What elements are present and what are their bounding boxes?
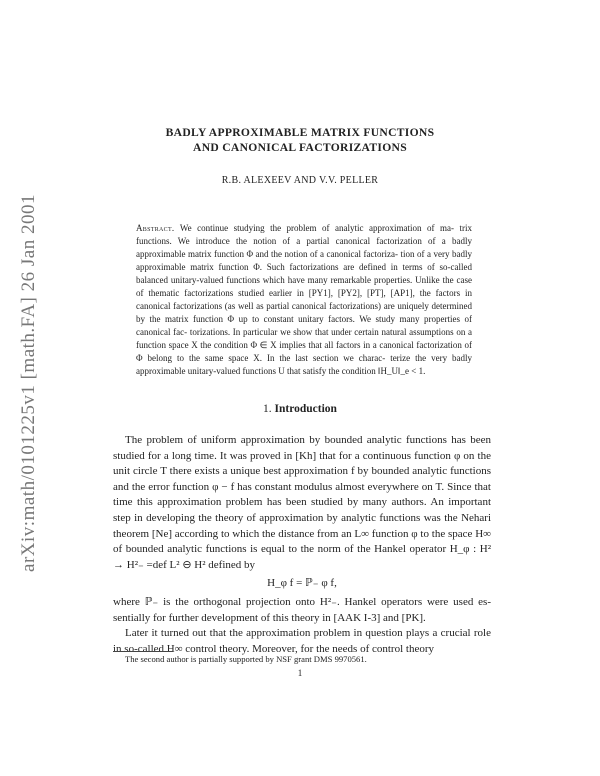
body-line: was the Nehari theorem [Ne] according to which the distance from an L∞ function (113, 511, 491, 540)
abstract-line: condition ‖H_U‖_e < 1. (341, 366, 426, 376)
section-number: 1. (263, 403, 272, 415)
abstract-line: defined in terms of so-called balanced unitary-valued functions which have many (136, 262, 473, 285)
body-line: An important step in developing the theory of approximation by analytic functions (113, 496, 491, 524)
abstract-line: partial canonical factorizations) are uniquely determined by the matrix function (136, 301, 473, 324)
abstract-line: terize the very badly approximable unitary-valued functions U that satisfy the (136, 353, 473, 376)
body-line: operator H_φ : H² → H²₋ =def L² ⊖ H² defined by (113, 543, 491, 571)
footnote-divider (113, 651, 173, 652)
paragraph (113, 433, 491, 573)
abstract-label: Abstract. (136, 223, 175, 233)
body-text (113, 433, 491, 657)
abstract-line: in [PY1], [PY2], [PT], [AP1], the factors in canonical factorizations (as well as (136, 288, 473, 311)
body-line: Later it turned out that the approximation problem in question plays a crucial (125, 627, 471, 640)
paper-title-line-1: BADLY APPROXIMABLE MATRIX FUNCTIONS (165, 126, 435, 139)
abstract-line: Φ up to constant unitary factors. We study many properties of canonical fac- (136, 314, 473, 337)
section-heading (0, 403, 600, 415)
abstract-line: factorization of Φ belong to the same space X. In the last section we charac- (136, 340, 472, 363)
body-line: The problem of uniform approximation by bounded analytic functions has been (125, 434, 491, 446)
arxiv-identifier-text: arXiv:math/0101225v1 [math.FA] 26 Jan 2001 (18, 194, 39, 572)
paragraph (113, 595, 491, 626)
body-line: T. Since that time this approximation problem has been studied by many authors. (113, 480, 491, 509)
paper-title-line-2: AND CANONICAL FACTORIZATIONS (193, 141, 407, 154)
footnote: The second author is partially supported by NSF grant DMS 9970561. (125, 654, 367, 664)
arxiv-identifier (14, 158, 44, 608)
abstract-line: torizations. In particular we show that under certain natural assumptions on (189, 327, 466, 337)
abstract-line: remarkable properties. Unlike the case of thematic factorizations studied earlier (136, 275, 472, 298)
paper-authors: R.B. ALEXEEV AND V.V. PELLER (221, 175, 379, 186)
section-title: Introduction (274, 403, 337, 415)
abstract-line: trix functions. We introduce the notion of a partial canonical factorization of a (136, 223, 472, 246)
page-number: 1 (297, 668, 303, 678)
body-line: studied for a long time. It was proved in [Kh] that for a continuous function φ on (113, 449, 475, 462)
body-line: the unit circle T there exists a unique best approximation f by bounded analytic (113, 449, 491, 478)
abstract-line: We continue studying the problem of analytic approximation of ma- (179, 223, 454, 233)
display-formula: H_φ f = ℙ₋ φ f, (267, 577, 337, 590)
abstract (136, 222, 472, 378)
abstract-line: tion of a very badly approximable matrix function Φ. Such factorizations are (136, 249, 473, 272)
body-line: functions and the error function φ − f has constant modulus almost everywhere on (113, 465, 492, 493)
abstract-line: a function space X the condition Φ ∈ X implies that all factors in a canonical (136, 327, 473, 350)
body-line: where ℙ₋ is the orthogonal projection onto H²₋. Hankel operators were used es- (113, 595, 491, 608)
body-line: sentially for further development of this theory in [AAK I-3] and [PK]. (113, 611, 426, 624)
body-line: role in so-called H∞ control theory. Moreover, for the needs of control theory (113, 627, 491, 655)
body-line: φ to the space H∞ of bounded analytic functions is equal to the norm of the Hankel (113, 527, 492, 556)
abstract-line: badly approximable matrix function Φ and the notion of a canonical factoriza- (136, 236, 473, 259)
